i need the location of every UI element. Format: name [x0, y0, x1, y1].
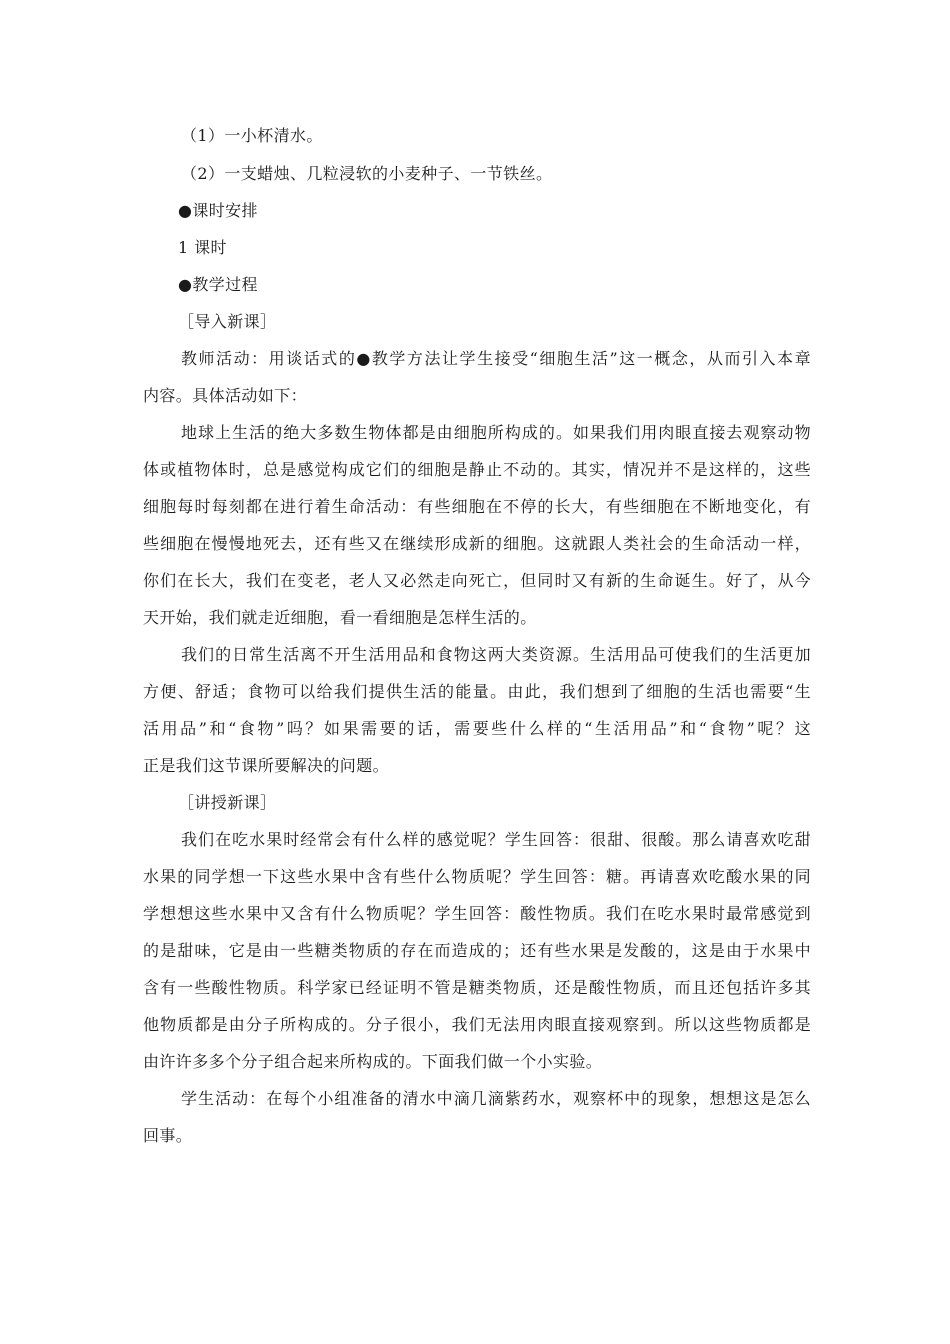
- student-activity-line: 回事。: [143, 1126, 193, 1145]
- paragraph-line: 水果的同学想一下这些水果中含有些什么物质呢？学生回答：糖。再请喜欢吃酸水果的同: [143, 867, 811, 886]
- schedule-heading: ●课时安排: [178, 201, 258, 220]
- paragraph-line: 的是甜味，它是由一些糖类物质的存在而造成的；还有些水果是发酸的，这是由于水果中: [143, 941, 811, 960]
- paragraph-line: 你们在长大，我们在变老，老人又必然走向死亡，但同时又有新的生命诞生。好了，从今: [143, 571, 811, 590]
- paragraph-line: 含有一些酸性物质。科学家已经证明不管是糖类物质，还是酸性物质，而且还包括许多其: [143, 978, 811, 997]
- paragraph-line: 我们在吃水果时经常会有什么样的感觉呢？学生回答：很甜、很酸。那么请喜欢吃甜: [181, 830, 811, 849]
- paragraph-line: 地球上生活的绝大多数生物体都是由细胞所构成的。如果我们用肉眼直接去观察动物: [181, 423, 811, 442]
- process-heading: ●教学过程: [178, 275, 258, 294]
- materials-item-2: （2）一支蜡烛、几粒浸软的小麦种子、一节铁丝。: [181, 164, 553, 183]
- paragraph-line: 由许许多多个分子组合起来所构成的。下面我们做一个小实验。: [143, 1052, 603, 1071]
- lecture-section-heading: ［讲授新课］: [178, 793, 277, 812]
- paragraph-line: 细胞每时每刻都在进行着生命活动：有些细胞在不停的长大，有些细胞在不断地变化，有: [143, 497, 811, 516]
- paragraph-line: 体或植物体时，总是感觉构成它们的细胞是静止不动的。其实，情况并不是这样的，这些: [143, 460, 811, 479]
- paragraph-line: 正是我们这节课所要解决的问题。: [143, 756, 390, 775]
- teacher-activity-line: 内容。具体活动如下：: [143, 386, 308, 405]
- paragraph-line: 学想想这些水果中又含有什么物质呢？学生回答：酸性物质。我们在吃水果时最常感觉到: [143, 904, 811, 923]
- paragraph-line: 我们的日常生活离不开生活用品和食物这两大类资源。生活用品可使我们的生活更加: [181, 645, 811, 664]
- paragraph-line: 天开始，我们就走近细胞，看一看细胞是怎样生活的。: [143, 608, 537, 627]
- paragraph-line: 方便、舒适；食物可以给我们提供生活的能量。由此，我们想到了细胞的生活也需要“生: [143, 682, 811, 701]
- paragraph-line: 些细胞在慢慢地死去，还有些又在继续形成新的细胞。这就跟人类社会的生命活动一样，: [143, 534, 811, 553]
- teacher-activity-line: 教师活动：用谈话式的●教学方法让学生接受“细胞生活”这一概念，从而引入本章: [181, 349, 811, 368]
- intro-section-heading: ［导入新课］: [178, 312, 277, 331]
- paragraph-line: 活用品”和“食物”吗？如果需要的话，需要些什么样的“生活用品”和“食物”呢？这: [143, 719, 811, 738]
- schedule-value: 1 课时: [178, 238, 227, 257]
- student-activity-line: 学生活动：在每个小组准备的清水中滴几滴紫药水，观察杯中的现象，想想这是怎么: [181, 1089, 811, 1108]
- paragraph-line: 他物质都是由分子所构成的。分子很小，我们无法用肉眼直接观察到。所以这些物质都是: [143, 1015, 811, 1034]
- materials-item-1: （1）一小杯清水。: [181, 126, 323, 145]
